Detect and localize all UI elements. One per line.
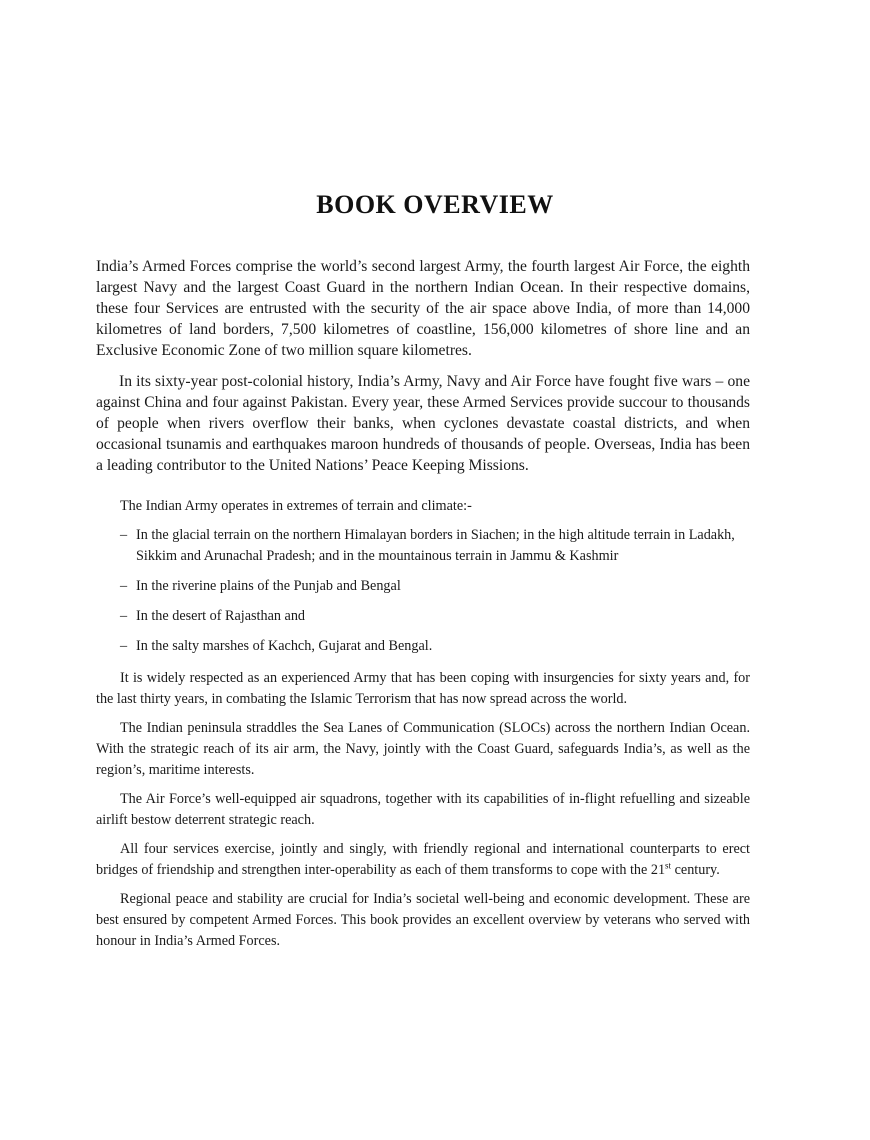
list-item-text: In the desert of Rajasthan and bbox=[136, 608, 306, 624]
dash-bullet: – bbox=[120, 578, 128, 594]
list-item-text: In the riverine plains of the Punjab and Bengal bbox=[136, 578, 401, 594]
list-item-text: In the salty marshes of Kachch, Gujarat and Bengal. bbox=[136, 638, 433, 654]
closing-paragraph: Regional peace and stability are crucial for India’s societal well-being and economic development. These are best ensured by competent Armed Forces. This book provides an excellent overview by veterans who served with honour in India’s Armed Forces. bbox=[96, 891, 750, 949]
dash-bullet: – bbox=[120, 638, 128, 654]
page-title: BOOK OVERVIEW bbox=[316, 190, 554, 219]
history-paragraph: In its sixty-year post-colonial history, India’s Army, Navy and Air Force have fought five wars – one against China and four against Pakistan. Every year, these Armed Services provide succour to thousands of people when rivers overflow their banks, when cyclones devastate coastal districts, and when occasional tsunamis and earthquakes maroon hundreds of thousands of people. Overseas, India has been a leading contributor to the United Nations’ Peace Keeping Missions. bbox=[96, 373, 750, 474]
airforce-paragraph: The Air Force’s well-equipped air squadrons, together with its capabilities of in-flight refuelling and sizeable airlift bestow deterrent strategic reach. bbox=[96, 791, 750, 828]
army-paragraph: It is widely respected as an experienced Army that has been coping with insurgencies for sixty years and, for the last thirty years, in combating the Islamic Terrorism that has now spread across the world. bbox=[96, 670, 750, 707]
century-suffix: st bbox=[665, 860, 672, 871]
dash-bullet: – bbox=[120, 608, 128, 624]
intro-paragraph: India’s Armed Forces comprise the world’s second largest Army, the fourth largest Air Force, the eighth largest Navy and the largest Coast Guard in the northern Indian Ocean. In their respective domains, these four Services are entrusted with the security of the air space above India, of more than 14,000 kilometres of land borders, 7,500 kilometres of coastline, 156,000 kilometres of shore line and an Exclusive Economic Zone of two million square kilometres. bbox=[96, 258, 750, 359]
terrain-list bbox=[96, 525, 750, 657]
joint-exercise-paragraph bbox=[96, 839, 750, 881]
list-item bbox=[120, 576, 750, 597]
services-section bbox=[96, 496, 750, 960]
navy-paragraph: The Indian peninsula straddles the Sea Lanes of Communication (SLOCs) across the northern Indian Ocean. With the strategic reach of its air arm, the Navy, jointly with the Coast Guard, safeguards India’s, as well as the region’s, maritime interests. bbox=[96, 720, 750, 778]
century-number: 21 bbox=[650, 862, 666, 878]
list-item-text: In the glacial terrain on the northern Himalayan borders in Siachen; in the high altitude terrain in Ladakh, Sikkim and Arunachal Pradesh; and in the mountainous terrain in Jammu & Kashmir bbox=[136, 527, 735, 564]
list-item bbox=[120, 525, 750, 567]
list-item bbox=[120, 636, 750, 657]
dash-bullet: – bbox=[120, 527, 128, 543]
intro-section bbox=[96, 256, 750, 486]
century-end: century. bbox=[671, 862, 720, 878]
army-lead-text: The Indian Army operates in extremes of terrain and climate:- bbox=[120, 498, 472, 514]
list-item bbox=[120, 606, 750, 627]
joint-text: All four services exercise, jointly and singly, with friendly regional and international counterparts to erect bridges of friendship and strengthen inter-operability as each of them transforms to cope with the bbox=[96, 841, 750, 878]
